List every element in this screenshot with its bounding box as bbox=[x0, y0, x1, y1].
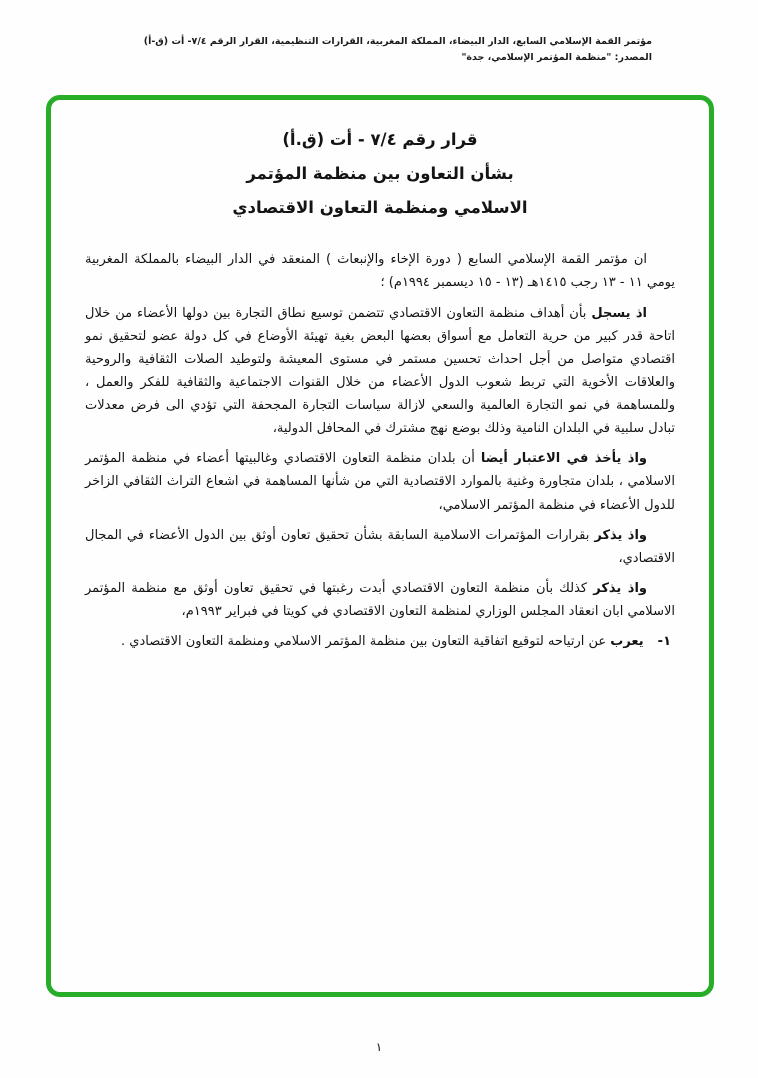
document-header bbox=[88, 34, 652, 65]
recital-paragraph-2 bbox=[85, 447, 675, 516]
preamble-paragraph bbox=[85, 248, 675, 294]
header-source-line: المصدر: "منظمة المؤتمر الإسلامي، جدة" bbox=[461, 51, 652, 63]
item-number: ١- bbox=[657, 634, 671, 650]
operative-item-1 bbox=[85, 630, 675, 653]
paragraph-text: ان مؤتمر القمة الإسلامي السابع ( دورة الإخاء والإنبعاث ) المنعقد في الدار البيضاء بالمملكة المغربية يومي ١١ - ١٣ رجب ١٤١٥هـ (١٣ - ١٥ ديسمبر ١٩٩٤م) ؛ bbox=[85, 252, 675, 291]
paragraph-lead: واذ يذكر bbox=[593, 580, 647, 596]
resolution-subject-title-1: بشأن التعاون بين منظمة المؤتمر bbox=[246, 163, 514, 183]
item-lead: يعرب bbox=[610, 634, 644, 650]
item-text-block bbox=[85, 630, 644, 653]
recital-paragraph-3 bbox=[85, 524, 675, 570]
paragraph-text: بقرارات المؤتمرات الاسلامية السابقة بشأن تحقيق تعاون أوثق بين الدول الأعضاء في المجال الاقتصادي، bbox=[85, 527, 675, 566]
paragraph-text: كذلك بأن منظمة التعاون الاقتصادي أبدت رغبتها في تحقيق تعاون أوثق مع منظمة المؤتمر الاسلامي ابان انعقاد المجلس الوزاري لمنظمة التعاون الاقتصادي في كويتا في فبراير ١٩٩٣م، bbox=[85, 580, 675, 619]
resolution-title-block bbox=[85, 128, 675, 220]
page-number: ١ bbox=[375, 1040, 383, 1054]
recital-paragraph-4 bbox=[85, 577, 675, 623]
paragraph-text: بأن أهداف منظمة التعاون الاقتصادي تتضمن توسيع نطاق التجارة بين دولها الأعضاء من خلال اتاحة قدر كبير من حرية التعامل مع أسواق بعضها البعض بغية تهيئة الأوضاع في كل دولة عضو لتحقيق نمو اقتصادي متواصل من أجل احداث تحسين مستمر في مستوى المعيشة ولتوطيد الصلات الثقافية والروحية والعلاقات الأخوية التي تربط شعوب الدول الأعضاء من خلال القنوات الاجتماعية والثقافية للفكر والعمل ، وللمساهمة في نمو التجارة العالمية والسعي لازالة سياسات التجارة المجحفة التي تؤدي الى فرض معدلات تبادل سلبية في البلدان النامية وذلك بوضع نهج مشترك في المحافل الدولية، bbox=[85, 305, 675, 437]
paragraph-lead: واذ يذكر bbox=[594, 527, 647, 543]
resolution-number-title: قرار رقم ٧/٤ - أت (ق.أ) bbox=[282, 130, 478, 149]
resolution-subject-title-2: الاسلامي ومنظمة التعاون الاقتصادي bbox=[232, 197, 528, 217]
header-citation-line: مؤتمر القمة الإسلامي السابع، الدار البيضاء، المملكة المغربية، القرارات التنظيمية، القرار الرقم ٧/٤- أت (ق-أ) bbox=[143, 36, 652, 47]
resolution-body bbox=[85, 248, 675, 653]
resolution-frame bbox=[46, 95, 714, 997]
item-text: عن ارتياحه لتوقيع اتفاقية التعاون بين منظمة المؤتمر الاسلامي ومنظمة التعاون الاقتصادي . bbox=[121, 634, 611, 650]
paragraph-lead: اذ يسجل bbox=[591, 305, 647, 321]
paragraph-text: أن بلدان منظمة التعاون الاقتصادي وغالبيتها أعضاء في منظمة المؤتمر الاسلامي ، بلدان متجاورة وغنية بالموارد الاقتصادية التي من شأنها المساهمة في اشعاع التراث الثقافي الزاخر للدول الأعضاء في منظمة المؤتمر الاسلامي، bbox=[85, 451, 675, 513]
recital-paragraph-1 bbox=[85, 302, 675, 441]
paragraph-lead: واذ يأخذ في الاعتبار أيضا bbox=[480, 451, 648, 467]
